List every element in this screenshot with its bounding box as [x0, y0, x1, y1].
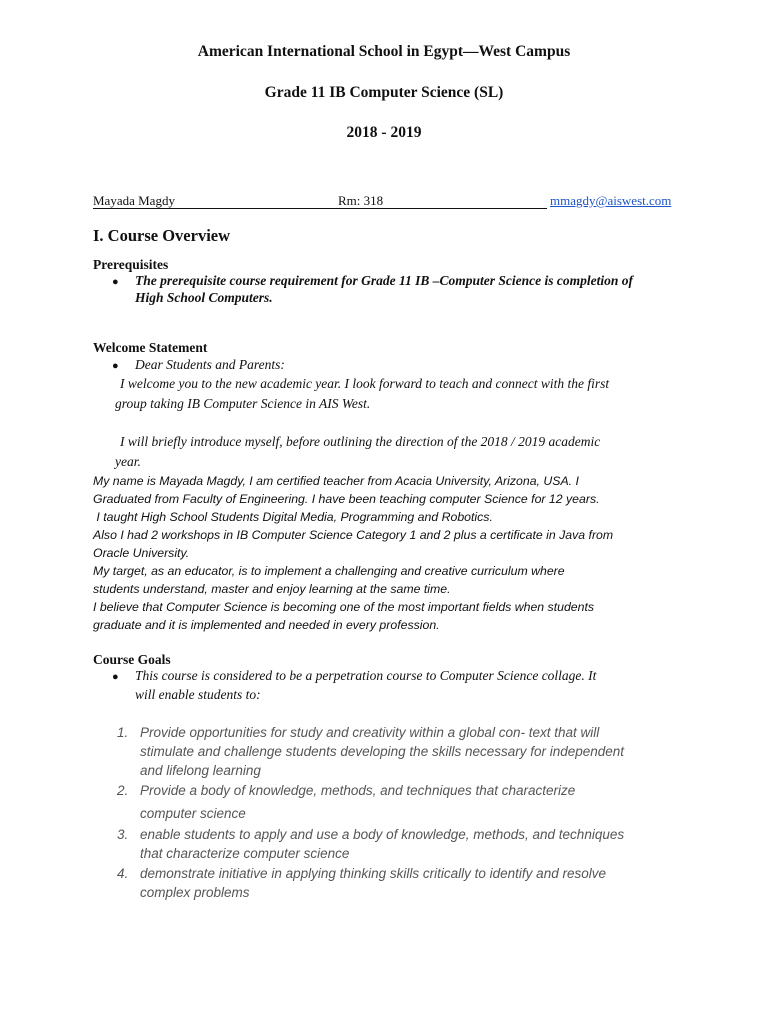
bullet-icon: ●: [112, 671, 119, 683]
bio-line: Also I had 2 workshops in IB Computer Science Category 1 and 2 plus a certificate in Java from: [93, 528, 614, 542]
goal-number: 1.: [117, 725, 129, 740]
goal-number: 3.: [117, 827, 129, 842]
goal-line: complex problems: [140, 885, 250, 900]
prerequisite-text: The prerequisite course requirement for Grade 11 IB –Computer Science is completion of: [135, 273, 633, 288]
teacher-name: Mayada Magdy: [93, 193, 175, 208]
bio-line: My name is Mayada Magdy, I am certified teacher from Acacia University, Arizona, USA. I: [93, 474, 579, 488]
welcome-paragraph-1: I welcome you to the new academic year. I look forward to teach and connect with the first: [120, 376, 610, 391]
room-number: Rm: 318: [338, 193, 384, 208]
greeting: Dear Students and Parents:: [135, 357, 285, 372]
goal-line: demonstrate initiative in applying thinking skills critically to identify and resolve: [140, 866, 606, 881]
bio-line: My target, as an educator, is to implement a challenging and creative curriculum where: [93, 564, 565, 578]
bullet-icon: ●: [112, 276, 119, 288]
email-link[interactable]: mmagdy@aiswest.com: [550, 193, 672, 208]
bio-line: I believe that Computer Science is becoming one of the most important fields when students: [93, 600, 595, 614]
welcome-heading: Welcome Statement: [93, 340, 208, 355]
goal-line: Provide opportunities for study and creativity within a global con- text that will: [140, 725, 600, 740]
course-title: Grade 11 IB Computer Science (SL): [264, 84, 504, 101]
bullet-icon: ●: [112, 360, 119, 372]
section-title: I. Course Overview: [93, 226, 231, 245]
goals-intro: This course is considered to be a perpetration course to Computer Science collage. It: [135, 668, 597, 683]
school-title: American International School in Egypt—West Campus: [197, 43, 571, 60]
prerequisite-text-cont: High School Computers.: [135, 290, 273, 305]
goal-line: and lifelong learning: [140, 763, 261, 778]
welcome-paragraph-2-cont: year.: [115, 454, 141, 469]
goal-line: computer science: [140, 806, 246, 821]
bio-line: Graduated from Faculty of Engineering. I have been teaching computer Science for 12 years.: [93, 492, 600, 506]
goal-number: 4.: [117, 866, 129, 881]
goals-heading: Course Goals: [93, 652, 171, 667]
bio-line: students understand, master and enjoy learning at the same time.: [93, 582, 451, 596]
goal-line: that characterize computer science: [140, 846, 350, 861]
goal-line: Provide a body of knowledge, methods, and techniques that characterize: [140, 783, 576, 798]
prerequisites-heading: Prerequisites: [93, 257, 169, 272]
goal-line: stimulate and challenge students developing the skills necessary for independent: [140, 744, 625, 759]
welcome-paragraph-1-cont: group taking IB Computer Science in AIS West.: [115, 396, 371, 411]
bio-line: graduate and it is implemented and needed in every profession.: [93, 618, 440, 632]
goal-number: 2.: [117, 783, 129, 798]
goals-intro-cont: will enable students to:: [135, 687, 261, 702]
bio-line: I taught High School Students Digital Media, Programming and Robotics.: [93, 510, 493, 524]
bio-line: Oracle University.: [93, 546, 190, 560]
underline-divider: [93, 208, 547, 209]
academic-year: 2018 - 2019: [346, 124, 422, 141]
goal-line: enable students to apply and use a body of knowledge, methods, and techniques: [140, 827, 625, 842]
welcome-paragraph-2: I will briefly introduce myself, before outlining the direction of the 2018 / 2019 academic: [120, 434, 601, 449]
